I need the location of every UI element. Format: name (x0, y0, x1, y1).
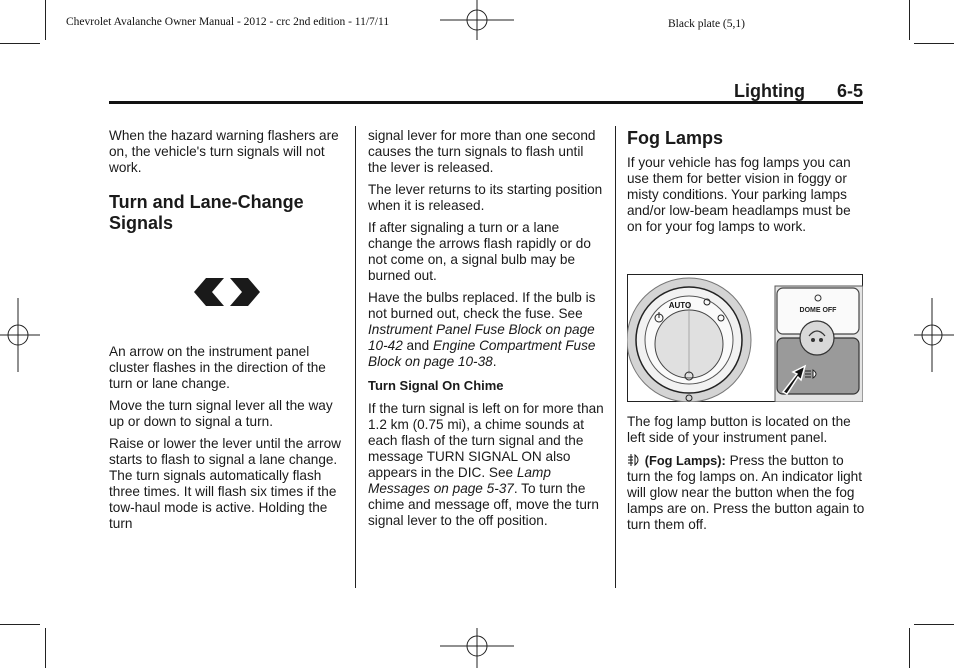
registration-mark-icon (440, 628, 514, 668)
column-2 (368, 128, 606, 529)
body-paragraph: Have the bulbs replaced. If the bulb is not burned out, check the fuse. See Instrument Panel Fuse Block on page 10-42 and Engine Compartment Fuse Block on page 10-38. (368, 290, 596, 369)
page-number: 6-5 (837, 81, 864, 101)
header-rule (109, 101, 863, 104)
chime-subheading: Turn Signal On Chime (368, 378, 504, 393)
body-paragraph: If your vehicle has fog lamps you can use them for better vision in foggy or misty conditions. Your parking lamps and/or low-beam headlamps must be on for your fog lamps to work. (627, 155, 851, 234)
crop-mark (909, 628, 910, 668)
turn-arrows-figure (109, 234, 349, 344)
svg-text:DOME OFF: DOME OFF (799, 307, 837, 314)
column-divider (615, 126, 616, 588)
registration-mark-icon (440, 0, 514, 40)
registration-mark-icon (914, 298, 954, 372)
body-paragraph: Move the turn signal lever all the way up or down to signal a turn. (109, 398, 333, 429)
body-paragraph: signal lever for more than one second causes the turn signals to flash until the lever is released. (368, 128, 596, 175)
body-paragraph: If the turn signal is left on for more than 1.2 km (0.75 mi), a chime sounds at each flash of the turn signal and the message TURN SIGNAL ON also appears in the DIC. See Lamp Messages on page 5-37. To turn the chime and message off, move the turn signal lever to the off position. (368, 401, 604, 528)
body-paragraph: An arrow on the instrument panel cluster flashes in the direction of the turn or lane change. (109, 344, 326, 391)
body-paragraph: The fog lamp button is located on the left side of your instrument panel. (627, 414, 851, 445)
body-paragraph: Raise or lower the lever until the arrow starts to flash to signal a lane change. The turn signals automatically flash three times. It will flash six times if the tow-haul mode is active. Holding the turn (109, 436, 341, 531)
crop-mark (914, 43, 954, 44)
column-3-lower (627, 414, 867, 533)
fog-lamps-label: (Fog Lamps): (644, 453, 726, 468)
crop-mark (45, 0, 46, 40)
body-paragraph: The lever returns to its starting position when it is released. (368, 182, 603, 213)
fuse-block-link[interactable]: Instrument Panel Fuse Block on page 10-42 (368, 322, 595, 353)
intro-paragraph: When the hazard warning flashers are on, the vehicle's turn signals will not work. (109, 128, 339, 175)
crop-mark (0, 624, 40, 625)
svg-text:AUTO: AUTO (668, 301, 692, 310)
crop-mark (0, 43, 40, 44)
plate-label: Black plate (5,1) (668, 18, 745, 30)
column-3 (627, 128, 867, 235)
crop-mark (914, 624, 954, 625)
manual-title: Chevrolet Avalanche Owner Manual - 2012 - crc 2nd edition - 11/7/11 (66, 16, 390, 28)
fog-lamps-heading: Fog Lamps (627, 128, 724, 148)
engine-fuse-link[interactable]: Engine Compartment Fuse Block on page 10-38 (368, 338, 596, 369)
body-paragraph: (Fog Lamps): Press the button to turn the fog lamps on. An indicator light will glow near the button when the fog lamps are on. Press the button again to turn them off. (627, 453, 865, 532)
section-name: Lighting (734, 81, 805, 101)
column-1 (109, 128, 349, 532)
crop-mark (909, 0, 910, 40)
turn-arrows-icon (194, 274, 260, 310)
registration-mark-icon (0, 298, 40, 372)
column-divider (355, 126, 356, 588)
turn-signals-heading: Turn and Lane-Change Signals (109, 192, 304, 233)
body-paragraph: If after signaling a turn or a lane change the arrows flash rapidly or do not come on, a signal bulb may be burned out. (368, 220, 591, 283)
fog-lamp-icon (627, 453, 641, 467)
lamp-messages-link[interactable]: Lamp Messages on page 5-37 (368, 465, 551, 496)
fog-lamp-switch-figure (627, 274, 863, 402)
crop-mark (45, 628, 46, 668)
